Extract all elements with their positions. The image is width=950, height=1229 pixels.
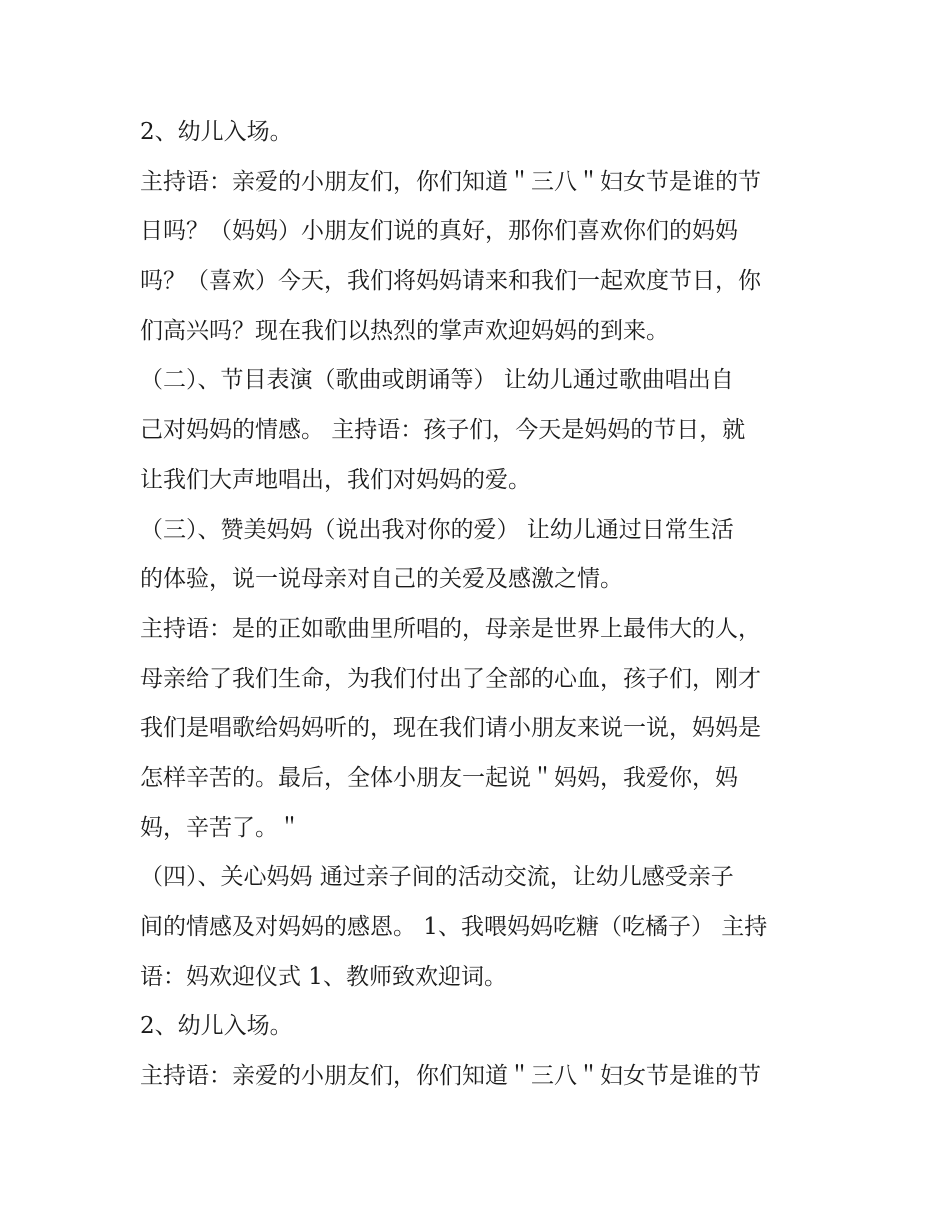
body-text xyxy=(140,108,820,1102)
text-line: 我们是唱歌给妈妈听的，现在我们请小朋友来说一说，妈妈是 xyxy=(140,715,761,742)
text-line: 吗？（喜欢）今天，我们将妈妈请来和我们一起欢度节日，你 xyxy=(140,268,761,295)
text-line: 主持语：亲爱的小朋友们，你们知道＂三八＂妇女节是谁的节 xyxy=(140,1063,761,1090)
text-line: （四）、关心妈妈 通过亲子间的活动交流，让幼儿感受亲子 xyxy=(140,864,734,891)
text-line: 妈，辛苦了。＂ xyxy=(140,814,301,841)
text-line: 己对妈妈的情感。 主持语：孩子们，今天是妈妈的节日，就 xyxy=(140,417,746,444)
text-line: 主持语：亲爱的小朋友们，你们知道＂三八＂妇女节是谁的节 xyxy=(140,168,761,195)
text-line: 2、幼儿入场。 xyxy=(140,119,293,145)
text-line: 母亲给了我们生命，为我们付出了全部的心血，孩子们，刚才 xyxy=(140,665,761,692)
text-line: 间的情感及对妈妈的感恩。 1、我喂妈妈吃糖（吃橘子） 主持 xyxy=(140,914,768,940)
text-line: 主持语：是的正如歌曲里所唱的，母亲是世界上最伟大的人， xyxy=(140,615,761,642)
text-line: 日吗？（妈妈）小朋友们说的真好，那你们喜欢你们的妈妈 xyxy=(140,218,738,245)
text-line: 怎样辛苦的。最后，全体小朋友一起说＂妈妈，我爱你，妈 xyxy=(140,764,738,791)
text-line: （三）、赞美妈妈（说出我对你的爱） 让幼儿通过日常生活 xyxy=(140,516,734,543)
text-line: 的体验，说一说母亲对自己的关爱及感激之情。 xyxy=(140,566,623,593)
text-line: （二）、节目表演（歌曲或朗诵等） 让幼儿通过歌曲唱出自 xyxy=(140,367,734,394)
text-line: 们高兴吗？现在我们以热烈的掌声欢迎妈妈的到来。 xyxy=(140,317,669,344)
text-line: 2、幼儿入场。 xyxy=(140,1013,293,1040)
text-line: 让我们大声地唱出，我们对妈妈的爱。 xyxy=(140,466,531,493)
text-line: 语：妈欢迎仪式 1、教师致欢迎词。 xyxy=(140,963,507,990)
